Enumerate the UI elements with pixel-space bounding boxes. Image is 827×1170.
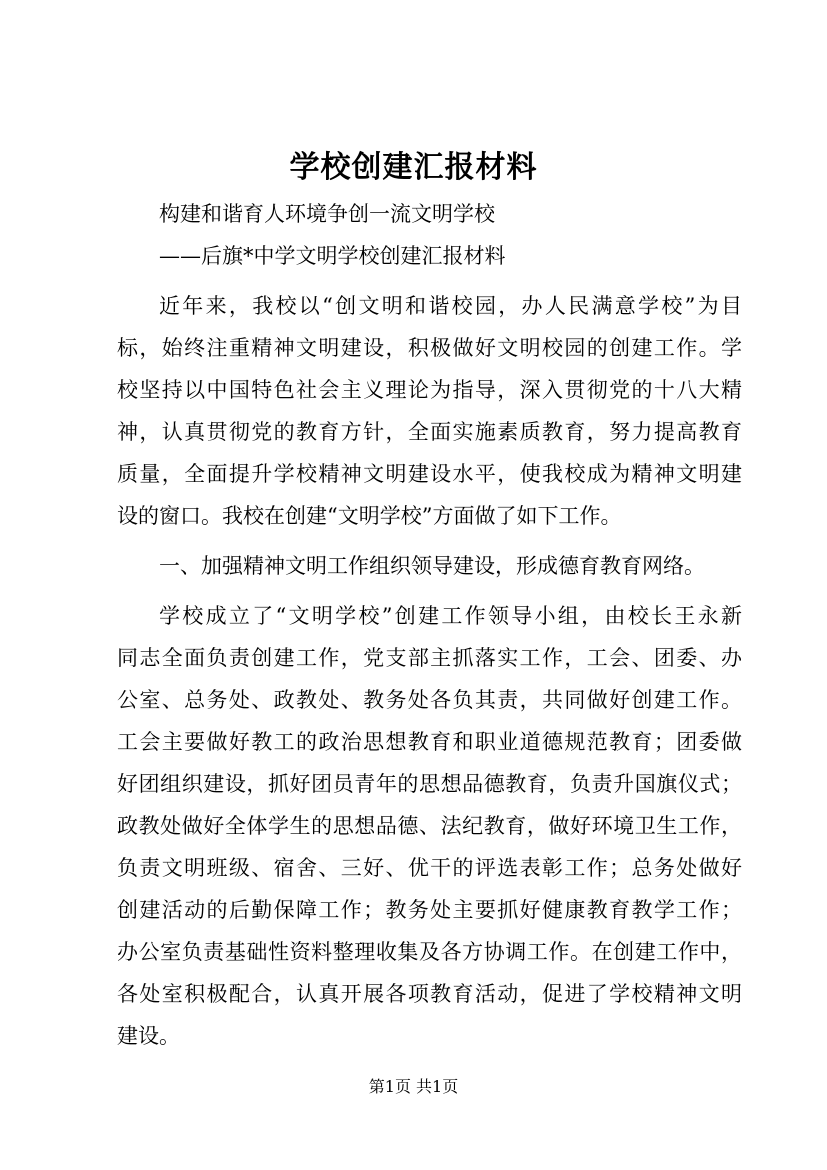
paragraph-gap [117, 587, 742, 595]
paragraph-line: 创建活动的后勤保障工作；教务处主要抓好健康教育教学工作； [117, 898, 742, 922]
paragraph-line: 工会主要做好教工的政治思想教育和职业道德规范教育；团委做 [117, 730, 742, 754]
paragraph-gap [117, 277, 742, 285]
subtitle-line: ——后旗*中学文明学校创建汇报材料 [159, 244, 506, 268]
paragraph-line: 负责文明班级、宿舍、三好、优干的评选表彰工作；总务处做好 [117, 856, 742, 880]
paragraph-line: 建设。 [117, 1024, 180, 1048]
paragraph-line: 标，始终注重精神文明建设，积极做好文明校园的创建工作。学 [117, 336, 742, 360]
paragraph-line: 同志全面负责创建工作，党支部主抓落实工作，工会、团委、办 [117, 646, 742, 670]
paragraph-line: 校坚持以中国特色社会主义理论为指导，深入贯彻党的十八大精 [117, 378, 742, 402]
paragraph-line: 质量，全面提升学校精神文明建设水平，使我校成为精神文明建 [117, 462, 742, 486]
paragraph-line: 学校成立了“文明学校”创建工作领导小组，由校长王永新 [159, 604, 742, 628]
paragraph-gap [117, 537, 742, 545]
section-heading: 一、加强精神文明工作组织领导建设，形成德育教育网络。 [159, 554, 705, 578]
paragraph-line: 神，认真贯彻党的教育方针，全面实施素质教育，努力提高教育 [117, 420, 742, 444]
paragraph-line: 设的窗口。我校在创建“文明学校”方面做了如下工作。 [117, 504, 622, 528]
paragraph-line: 公室、总务处、政教处、教务处各负其责，共同做好创建工作。 [117, 688, 742, 712]
paragraph-line: 政教处做好全体学生的思想品德、法纪教育，做好环境卫生工作， [117, 814, 742, 838]
page-footer: 第1页 共1页 [368, 1077, 459, 1096]
subtitle-line: 构建和谐育人环境争创一流文明学校 [159, 202, 495, 226]
document-title: 学校创建汇报材料 [289, 150, 538, 185]
document-body [117, 193, 742, 1057]
paragraph-line: 好团组织建设，抓好团员青年的思想品德教育，负责升国旗仪式； [117, 772, 742, 796]
paragraph-line: 近年来，我校以“创文明和谐校园，办人民满意学校”为目 [159, 294, 742, 318]
paragraph-line: 办公室负责基础性资料整理收集及各方协调工作。在创建工作中， [117, 940, 742, 964]
paragraph-line: 各处室积极配合，认真开展各项教育活动，促进了学校精神文明 [117, 982, 742, 1006]
